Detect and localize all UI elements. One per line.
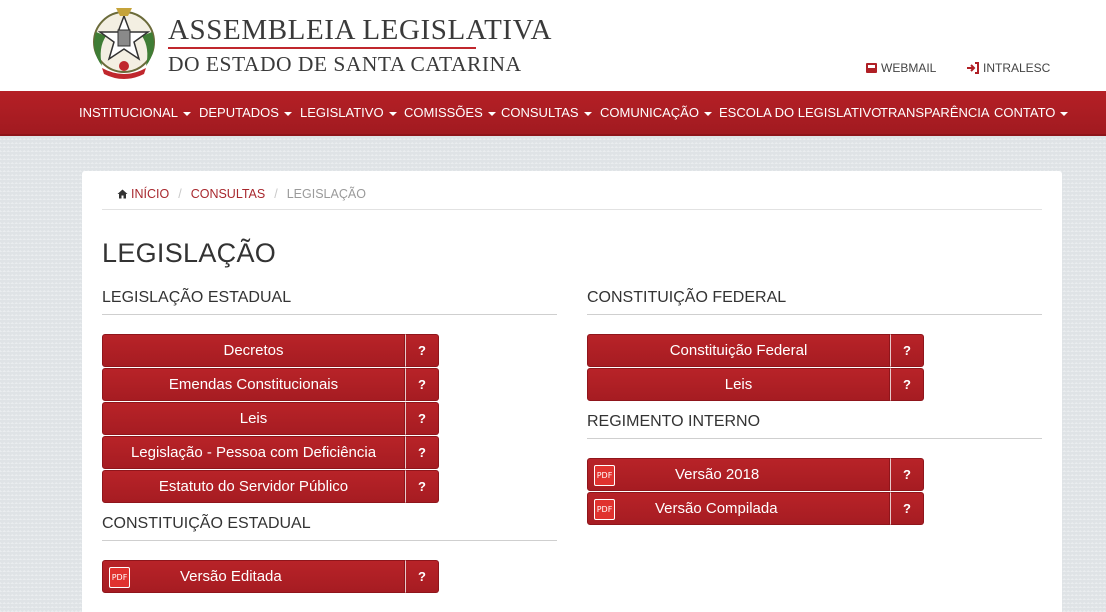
breadcrumb-current: LEGISLAÇÃO <box>286 187 366 201</box>
nav-label: TRANSPARÊNCIA <box>880 105 990 120</box>
button-label: Versão 2018 <box>675 466 760 483</box>
help-button[interactable]: ? <box>405 334 439 367</box>
section-title-constituicao-federal: CONSTITUIÇÃO FEDERAL <box>587 289 1042 315</box>
nav-label: DEPUTADOS <box>199 105 279 120</box>
nav-contato[interactable] <box>994 91 1068 134</box>
page-title: LEGISLAÇÃO <box>102 238 277 268</box>
pdf-icon: PDF <box>109 567 130 588</box>
section-title-legislacao-estadual: LEGISLAÇÃO ESTADUAL <box>102 289 557 315</box>
inbox-icon <box>865 62 878 74</box>
button-label: Versão Compilada <box>655 500 778 517</box>
decretos-button[interactable]: Decretos <box>102 334 405 367</box>
estatuto-servidor-button[interactable]: Estatuto do Servidor Público <box>102 470 405 503</box>
nav-legislativo[interactable] <box>300 91 397 134</box>
versao-compilada-button[interactable] <box>587 492 890 525</box>
nav-label: LEGISLATIVO <box>300 105 384 120</box>
leis-estaduais-button[interactable]: Leis <box>102 402 405 435</box>
breadcrumb-separator: / <box>274 187 278 201</box>
button-label: Versão Editada <box>180 568 282 585</box>
caret-down-icon <box>584 112 592 116</box>
help-button[interactable]: ? <box>890 368 924 401</box>
webmail-link[interactable] <box>865 61 936 75</box>
help-button[interactable]: ? <box>890 334 924 367</box>
sign-in-icon <box>966 62 980 74</box>
legislation-button-row <box>102 436 439 469</box>
home-icon[interactable] <box>117 189 128 199</box>
caret-down-icon <box>389 112 397 116</box>
caret-down-icon <box>183 112 191 116</box>
legislation-button-row <box>587 334 924 367</box>
legislation-button-row <box>102 560 439 593</box>
section-title-constituicao-estadual: CONSTITUIÇÃO ESTADUAL <box>102 515 557 541</box>
nav-deputados[interactable] <box>199 91 292 134</box>
nav-comissoes[interactable] <box>404 91 496 134</box>
legislation-button-row <box>587 368 924 401</box>
pdf-icon: PDF <box>594 465 615 486</box>
caret-down-icon <box>488 112 496 116</box>
nav-label: CONSULTAS <box>501 105 579 120</box>
breadcrumb-divider <box>102 209 1042 210</box>
breadcrumb <box>117 187 366 201</box>
legislation-button-row <box>102 402 439 435</box>
legislation-button-row <box>587 492 924 525</box>
breadcrumb-separator: / <box>178 187 182 201</box>
breadcrumb-consultas[interactable]: CONSULTAS <box>190 187 266 201</box>
emendas-constitucionais-button[interactable]: Emendas Constitucionais <box>102 368 405 401</box>
nav-label: COMUNICAÇÃO <box>600 105 699 120</box>
help-button[interactable]: ? <box>405 368 439 401</box>
help-button[interactable]: ? <box>405 402 439 435</box>
nav-label: COMISSÕES <box>404 105 483 120</box>
intralesc-link[interactable] <box>966 61 1050 75</box>
legislation-button-row <box>102 334 439 367</box>
help-button[interactable]: ? <box>890 492 924 525</box>
breadcrumb-home[interactable]: INÍCIO <box>131 187 170 201</box>
section-title-regimento-interno: REGIMENTO INTERNO <box>587 413 1042 439</box>
help-button[interactable]: ? <box>405 560 439 593</box>
legislation-button-row <box>102 470 439 503</box>
intralesc-label: INTRALESC <box>983 61 1051 75</box>
site-header <box>0 0 1106 91</box>
brand-divider <box>168 47 476 49</box>
nav-label: ESCOLA DO LEGISLATIVO <box>719 105 882 120</box>
nav-label: CONTATO <box>994 105 1056 120</box>
help-button[interactable]: ? <box>405 436 439 469</box>
main-navbar <box>0 91 1106 136</box>
nav-transparencia[interactable] <box>880 91 990 134</box>
pessoa-com-deficiencia-button[interactable]: Legislação - Pessoa com Deficiência <box>102 436 405 469</box>
legislation-button-row <box>102 368 439 401</box>
nav-escola-do-legislativo[interactable] <box>719 91 881 134</box>
help-button[interactable]: ? <box>405 470 439 503</box>
nav-consultas[interactable] <box>501 91 592 134</box>
brand-title: ASSEMBLEIA LEGISLATIVA <box>168 14 553 46</box>
constituicao-federal-button[interactable]: Constituição Federal <box>587 334 890 367</box>
leis-federais-button[interactable]: Leis <box>587 368 890 401</box>
site-brand[interactable] <box>168 14 552 76</box>
versao-editada-button[interactable] <box>102 560 405 593</box>
caret-down-icon <box>704 112 712 116</box>
nav-institucional[interactable] <box>79 91 191 134</box>
webmail-label: WEBMAIL <box>881 61 937 75</box>
nav-comunicacao[interactable] <box>600 91 712 134</box>
nav-label: INSTITUCIONAL <box>79 105 178 120</box>
caret-down-icon <box>1060 112 1068 116</box>
legislation-button-row <box>587 458 924 491</box>
versao-2018-button[interactable] <box>587 458 890 491</box>
help-button[interactable]: ? <box>890 458 924 491</box>
coat-of-arms-icon[interactable] <box>84 2 164 82</box>
brand-subtitle: DO ESTADO DE SANTA CATARINA <box>168 52 522 76</box>
pdf-icon: PDF <box>594 499 615 520</box>
caret-down-icon <box>284 112 292 116</box>
